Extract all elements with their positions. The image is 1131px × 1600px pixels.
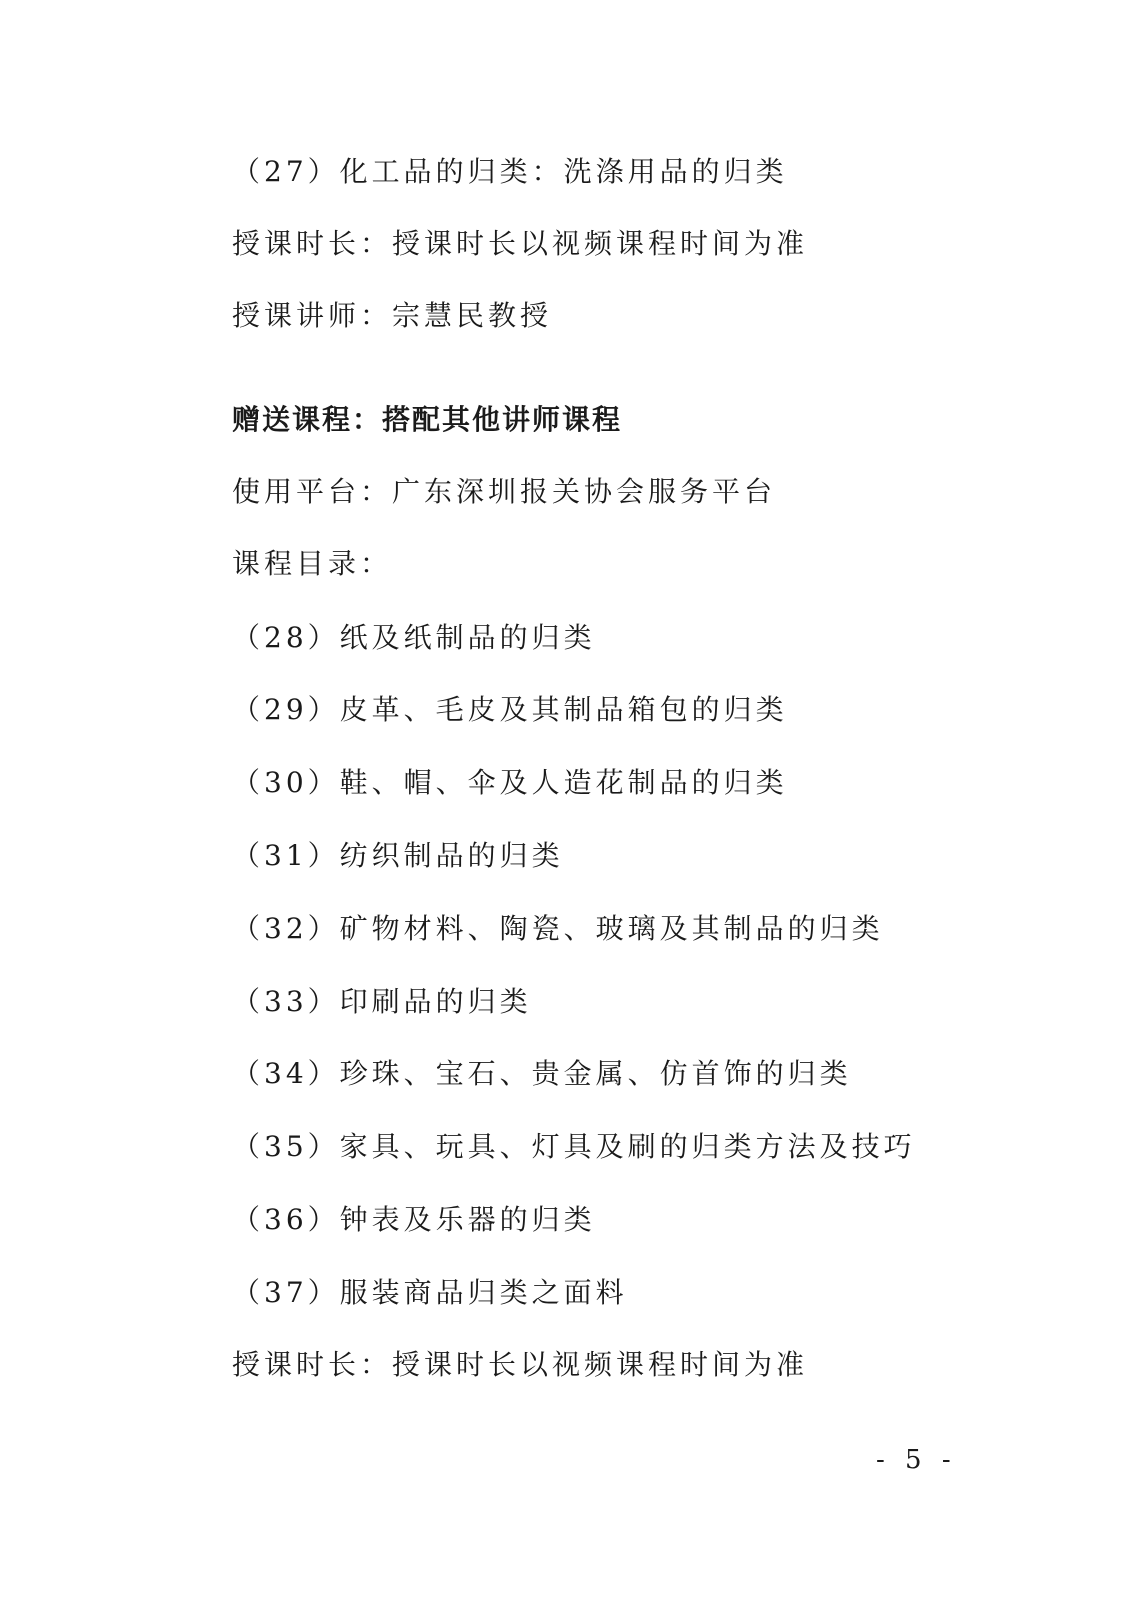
course-item-36: （36）钟表及乐器的归类 bbox=[232, 1203, 596, 1236]
course-item-28: （28）纸及纸制品的归类 bbox=[232, 621, 596, 654]
course-item-37: （37）服装商品归类之面料 bbox=[232, 1276, 628, 1309]
course-duration-2: 授课时长：授课时长以视频课程时间为准 bbox=[232, 1348, 809, 1381]
course-lecturer: 授课讲师：宗慧民教授 bbox=[232, 299, 553, 332]
course-item-35: （35）家具、玩具、灯具及刷的归类方法及技巧 bbox=[232, 1130, 916, 1163]
course-item-30: （30）鞋、帽、伞及人造花制品的归类 bbox=[232, 766, 788, 799]
catalog-label: 课程目录： bbox=[232, 547, 393, 580]
page-number: - 5 - bbox=[876, 1445, 957, 1475]
course-item-34: （34）珍珠、宝石、贵金属、仿首饰的归类 bbox=[232, 1057, 852, 1090]
course-item-33: （33）印刷品的归类 bbox=[232, 985, 532, 1018]
course-item-27: （27）化工品的归类：洗涤用品的归类 bbox=[232, 155, 788, 188]
platform-line: 使用平台：广东深圳报关协会服务平台 bbox=[232, 475, 777, 508]
course-item-29: （29）皮革、毛皮及其制品箱包的归类 bbox=[232, 693, 788, 726]
bonus-course-heading: 赠送课程：搭配其他讲师课程 bbox=[232, 403, 623, 436]
course-item-32: （32）矿物材料、陶瓷、玻璃及其制品的归类 bbox=[232, 912, 884, 945]
course-duration: 授课时长：授课时长以视频课程时间为准 bbox=[232, 227, 809, 260]
course-item-31: （31）纺织制品的归类 bbox=[232, 839, 564, 872]
